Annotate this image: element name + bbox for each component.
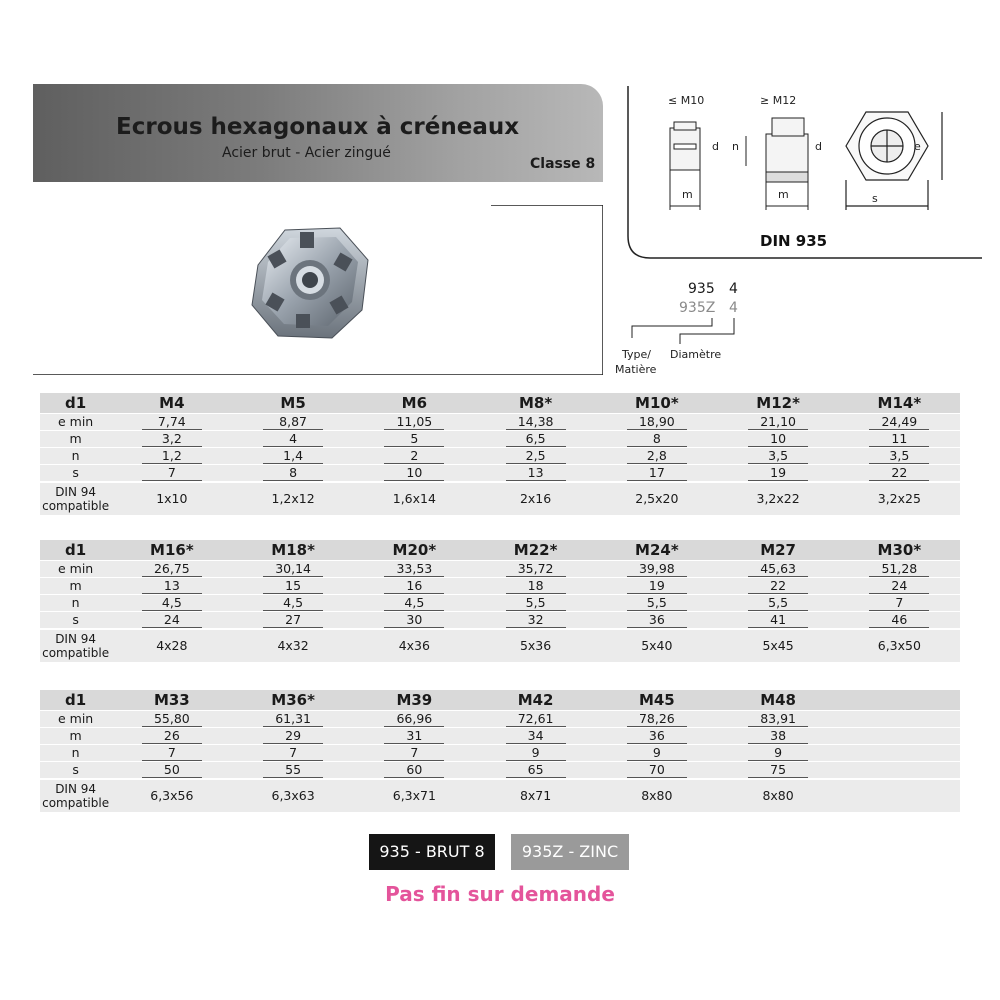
cell: 7	[263, 746, 323, 761]
row-label-e-min: e min	[57, 414, 94, 429]
cell: 31	[384, 729, 444, 744]
cell: 45,63	[748, 562, 808, 577]
cell: 1,6x14	[392, 491, 436, 506]
cell: 65	[506, 763, 566, 778]
cell: 1,2	[142, 449, 202, 464]
cell: 8	[263, 466, 323, 481]
row-label-din94: DIN 94 compatible	[42, 485, 110, 513]
size-cell: M4	[159, 394, 185, 412]
cell: 10	[384, 466, 444, 481]
cell: 10	[748, 432, 808, 447]
cell: 2,8	[627, 449, 687, 464]
size-cell: M48	[760, 691, 796, 709]
cell: 21,10	[748, 415, 808, 430]
cell: 7	[142, 466, 202, 481]
cell: 34	[506, 729, 566, 744]
cell: 33,53	[384, 562, 444, 577]
matiere-label: Matière	[615, 363, 657, 376]
cell: 24	[142, 613, 202, 628]
size-cell: M8*	[518, 394, 553, 412]
cell: 17	[627, 466, 687, 481]
din-935-label: DIN 935	[760, 232, 828, 250]
table-row	[40, 540, 960, 560]
size-cell: M36*	[271, 691, 315, 709]
cell: 6,3x50	[877, 638, 921, 653]
table-row	[40, 745, 960, 762]
table-row	[40, 595, 960, 612]
size-cell: M14*	[877, 394, 922, 412]
cell: 51,28	[869, 562, 929, 577]
cell: 18,90	[627, 415, 687, 430]
table-row	[40, 612, 960, 629]
cell: 7	[869, 596, 929, 611]
type-label: Type/	[622, 348, 651, 361]
row-label-s: s	[72, 612, 79, 627]
size-cell: M12*	[756, 394, 800, 412]
cell: 30	[384, 613, 444, 628]
table-row	[40, 483, 960, 515]
row-label-d1: d1	[65, 691, 87, 709]
cell: 35,72	[506, 562, 566, 577]
row-label-n: n	[71, 448, 80, 463]
size-cell: M18*	[271, 541, 315, 559]
table-row	[40, 578, 960, 595]
cell: 6,3x71	[392, 788, 436, 803]
table-row	[40, 465, 960, 482]
size-cell: M22*	[513, 541, 558, 559]
cell: 36	[627, 613, 687, 628]
table-row	[40, 711, 960, 728]
code-diam-2: 4	[729, 300, 738, 316]
cell: 27	[263, 613, 323, 628]
row-label-s: s	[72, 762, 79, 777]
cell: 7	[384, 746, 444, 761]
row-label-d1: d1	[65, 541, 87, 559]
dim-s: s	[872, 192, 878, 205]
cell: 5x40	[641, 638, 673, 653]
cell: 61,31	[263, 712, 323, 727]
page-title: Ecrous hexagonaux à créneaux	[116, 114, 520, 140]
size-cell: M24*	[635, 541, 679, 559]
cell: 11,05	[384, 415, 444, 430]
size-cell: M42	[517, 691, 554, 709]
size-cell: M6	[401, 394, 428, 412]
size-cell	[839, 690, 960, 710]
cell: 22	[869, 466, 929, 481]
cell: 1,2x12	[271, 491, 315, 506]
classe-label: Classe 8	[530, 156, 596, 172]
dim-m-right: m	[778, 188, 789, 201]
dim-n: n	[732, 140, 739, 153]
cell: 24	[869, 579, 929, 594]
row-label-m: m	[69, 728, 82, 743]
row-label-din94: DIN 94 compatible	[42, 632, 110, 660]
size-cell: M20*	[392, 541, 437, 559]
brut-8-button[interactable]: 935 - BRUT 8	[369, 834, 495, 870]
cell: 83,91	[748, 712, 808, 727]
cell: 5	[384, 432, 444, 447]
cell: 3,2	[142, 432, 202, 447]
dim-d-left: d	[712, 140, 719, 153]
cell: 72,61	[506, 712, 566, 727]
code-type-1: 935	[688, 281, 715, 297]
cell: 14,38	[506, 415, 566, 430]
cell: 3,2x22	[756, 491, 800, 506]
row-label-e-min: e min	[57, 711, 94, 726]
cell: 6,3x63	[271, 788, 315, 803]
page-subtitle: Acier brut - Acier zingué	[222, 145, 391, 161]
cell: 6,5	[506, 432, 566, 447]
cell: 13	[142, 579, 202, 594]
cell: 5,5	[506, 596, 566, 611]
cell	[839, 780, 960, 812]
row-label-d1: d1	[65, 394, 87, 412]
size-cell: M27	[760, 541, 796, 559]
cell: 7,74	[142, 415, 202, 430]
cell: 8x80	[762, 788, 794, 803]
cell: 13	[506, 466, 566, 481]
table-row	[40, 561, 960, 578]
cell: 9	[627, 746, 687, 761]
dim-e: e	[914, 140, 921, 153]
size-cell: M30*	[877, 541, 922, 559]
cell: 5x45	[762, 638, 794, 653]
row-label-s: s	[72, 465, 79, 480]
cell: 4x32	[277, 638, 309, 653]
table-row	[40, 393, 960, 413]
cell: 29	[263, 729, 323, 744]
cell: 9	[748, 746, 808, 761]
cell: 1,4	[263, 449, 323, 464]
row-label-m: m	[69, 578, 82, 593]
table-row	[40, 762, 960, 779]
row-label-din94: DIN 94 compatible	[42, 782, 110, 810]
cell: 4,5	[384, 596, 444, 611]
dim-d-right: d	[815, 140, 822, 153]
cell: 50	[142, 763, 202, 778]
row-label-e-min: e min	[57, 561, 94, 576]
cell: 4,5	[263, 596, 323, 611]
cell: 26,75	[142, 562, 202, 577]
size-cell: M45	[638, 691, 675, 709]
size-cell: M5	[280, 394, 306, 412]
code-diam-1: 4	[729, 281, 738, 297]
diametre-label: Diamètre	[670, 348, 722, 361]
cell: 15	[263, 579, 323, 594]
zinc-button[interactable]: 935Z - ZINC	[511, 834, 629, 870]
cell: 8,87	[263, 415, 323, 430]
table-row	[40, 414, 960, 431]
cell: 8	[627, 432, 687, 447]
cell: 30,14	[263, 562, 323, 577]
table-row	[40, 780, 960, 812]
cell: 5x36	[519, 638, 552, 653]
cell: 16	[384, 579, 444, 594]
cell: 70	[627, 763, 687, 778]
row-label-m: m	[69, 431, 82, 446]
cell: 5,5	[748, 596, 808, 611]
cell: 55	[263, 763, 323, 778]
cell: 38	[748, 729, 808, 744]
size-cell: M39	[396, 691, 433, 709]
cell: 46	[869, 613, 929, 628]
cell: 19	[627, 579, 687, 594]
cell: 39,98	[627, 562, 687, 577]
cell: 3,5	[869, 449, 929, 464]
cell: 2x16	[519, 491, 552, 506]
table-row	[40, 690, 960, 710]
cell: 8x80	[641, 788, 673, 803]
cell: 26	[142, 729, 202, 744]
cell: 9	[506, 746, 566, 761]
cell: 4x36	[398, 638, 430, 653]
cell: 4	[263, 432, 323, 447]
size-cell: M16*	[150, 541, 194, 559]
label-ge-m12: ≥ M12	[760, 94, 797, 107]
cell: 19	[748, 466, 808, 481]
row-label-n: n	[71, 595, 80, 610]
cell: 7	[142, 746, 202, 761]
cell: 22	[748, 579, 808, 594]
cell: 3,2x25	[877, 491, 921, 506]
cell: 1x10	[156, 491, 188, 506]
row-label-n: n	[71, 745, 80, 760]
cell: 2,5	[506, 449, 566, 464]
cell: 2,5x20	[635, 491, 679, 506]
table-row	[40, 630, 960, 662]
cell: 24,49	[869, 415, 929, 430]
cell: 78,26	[627, 712, 687, 727]
label-le-m10: ≤ M10	[668, 94, 705, 107]
cell: 2	[384, 449, 444, 464]
cell: 55,80	[142, 712, 202, 727]
cell: 41	[748, 613, 808, 628]
cell: 60	[384, 763, 444, 778]
dim-m-left: m	[682, 188, 693, 201]
cell: 5,5	[627, 596, 687, 611]
size-cell: M33	[153, 691, 190, 709]
fine-thread-note: Pas fin sur demande	[385, 882, 615, 906]
code-type-2: 935Z	[679, 300, 716, 316]
table-row	[40, 448, 960, 465]
cell: 4x28	[156, 638, 188, 653]
table-row	[40, 431, 960, 448]
cell: 75	[748, 763, 808, 778]
cell: 18	[506, 579, 566, 594]
cell: 66,96	[384, 712, 444, 727]
castle-nut-image	[240, 210, 380, 350]
cell: 11	[869, 432, 929, 447]
size-cell: M10*	[635, 394, 679, 412]
cell: 8x71	[519, 788, 552, 803]
cell: 4,5	[142, 596, 202, 611]
cell: 36	[627, 729, 687, 744]
cell: 32	[506, 613, 566, 628]
table-row	[40, 728, 960, 745]
cell: 3,5	[748, 449, 808, 464]
cell: 6,3x56	[150, 788, 194, 803]
